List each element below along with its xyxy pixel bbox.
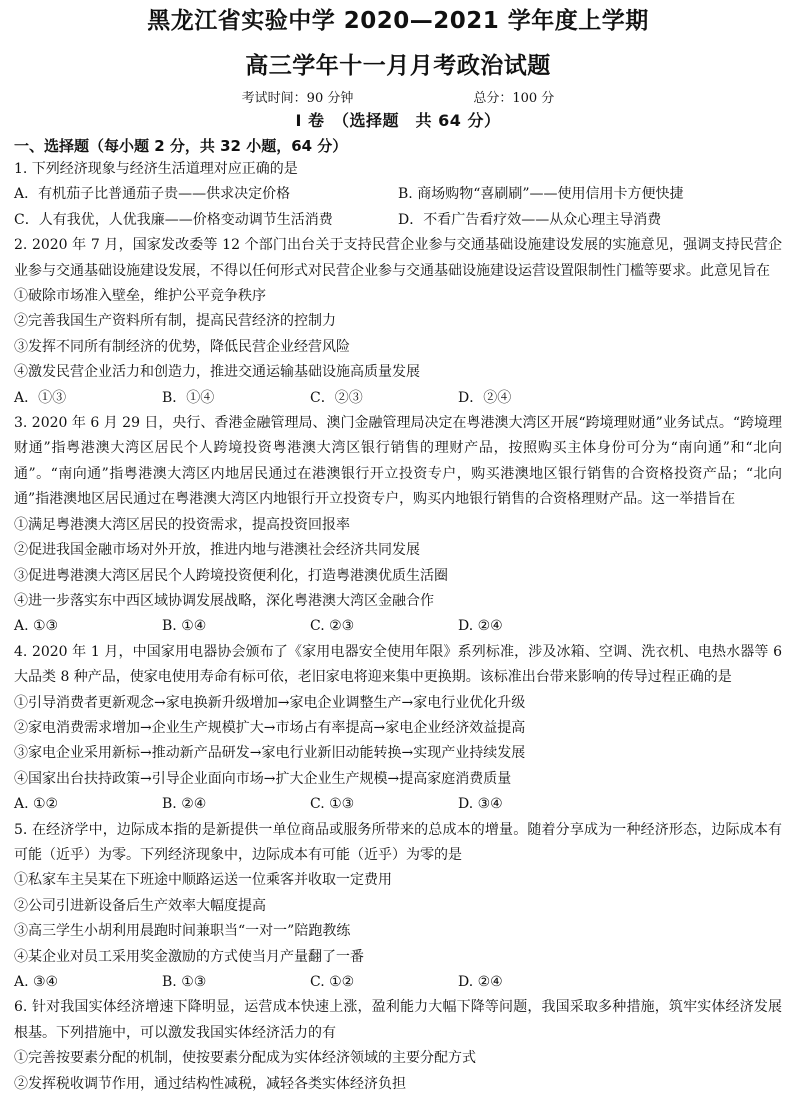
question-4: [14, 640, 782, 818]
statement-item: ③高三学生小胡利用晨跑时间兼职当“一对一”陪跑教练: [14, 923, 351, 940]
question-5: [14, 818, 782, 996]
option-d: D．②④: [458, 389, 512, 406]
section-heading: 一、选择题（每小题 2 分，共 32 小题，64 分）: [14, 137, 348, 155]
volume-title: I 卷 （选择题 共 64 分）: [295, 111, 501, 130]
statement-item: ②促进我国金融市场对外开放，推进内地与港澳社会经济共同发展: [14, 542, 420, 559]
statement-item: ③家电企业采用新标→推动新产品研发→家电行业新旧动能转换→实现产业持续发展: [14, 745, 526, 762]
statement-item: ④激发民营企业活力和创造力，推进交通运输基础设施高质量发展: [14, 364, 420, 381]
exam-title-line1: 黑龙江省实验中学 2020—2021 学年度上学期: [147, 8, 649, 34]
option-a: A. ③④: [14, 974, 59, 990]
question-stem: 2. 2020 年 7 月，国家发改委等 12 个部门出台关于支持民营企业参与交通基础设施建设发展的实施意见，强调支持民营企业参与交通基础设施建设发展，不得以任何形式对民营企业参与交通基础设施建设运营设置限制性门槛等要求。此意见旨在: [14, 237, 782, 279]
option-d: D. ②④: [458, 618, 503, 635]
exam-title-line2: 高三学年十一月月考政治试题: [245, 53, 551, 79]
question-3: [14, 411, 782, 640]
statement-item: ①满足粤港澳大湾区居民的投资需求，提高投资回报率: [14, 516, 350, 533]
statement-item: ①完善按要素分配的机制，使按要素分配成为实体经济领域的主要分配方式: [14, 1050, 476, 1067]
option-row: [14, 614, 782, 639]
statement-item: ③促进粤港澳大湾区居民个人跨境投资便利化，打造粤港澳优质生活圈: [14, 567, 448, 584]
option-c: C. ②③: [310, 618, 355, 635]
statement-item: ①私家车主吴某在下班途中顺路运送一位乘客并收取一定费用: [14, 872, 392, 889]
statement-item: ④某企业对员工采用奖金激励的方式使当月产量翻了一番: [14, 948, 364, 965]
statement-item: ②发挥税收调节作用，通过结构性减税，减轻各类实体经济负担: [14, 1075, 406, 1092]
question-1: [14, 157, 782, 233]
option-d: D. ②④: [458, 974, 503, 990]
statement-item: ②完善我国生产资料所有制，提高民营经济的控制力: [14, 313, 336, 330]
option-a: A. ①③: [14, 618, 59, 635]
total-score: 总分：100 分: [473, 91, 555, 106]
question-stem: 6. 针对我国实体经济增速下降明显，运营成本快速上涨，盈利能力大幅下降等问题，我国采取多种措施，筑牢实体经济发展根基。下列措施中，可以激发我国实体经济活力的有: [14, 999, 782, 1041]
statement-item: ②家电消费需求增加→企业生产规模扩大→市场占有率提高→家电企业经济效益提高: [14, 719, 526, 736]
statement-item: ②公司引进新设备后生产效率大幅度提高: [14, 897, 266, 914]
question-stem: 1. 下列经济现象与经济生活道理对应正确的是: [14, 161, 298, 177]
option-c: C．人有我优，人优我廉——价格变动调节生活消费: [14, 211, 333, 228]
option-a: A. ①②: [14, 796, 59, 813]
question-stem: 3. 2020 年 6 月 29 日，央行、香港金融管理局、澳门金融管理局决定在粤港澳大湾区开展“跨境理财通”业务试点。“跨境理财通”指粤港澳大湾区居民个人跨境投资粤港澳大湾区银行销售的理财产品，按照购买主体身份可分为“南向通”和“北向通”。“南向通”指粤港澳大湾区内地居民通过在港澳银行开立投资专户，购买港澳地区银行销售的合资格投资产品；“北向通”指港澳地区居民通过在粤港澳大湾区内地银行开立投资专户，购买内地银行销售的合资格理财产品。这一举措旨在: [14, 415, 782, 508]
statement-item: ①破除市场准入壁垒，维护公平竞争秩序: [14, 288, 266, 305]
question-6: [14, 995, 782, 1097]
option-c: C. ①③: [310, 796, 355, 813]
option-b: B. ①③: [162, 974, 207, 990]
option-d: D. ③④: [458, 796, 503, 813]
option-b: B．①④: [162, 389, 215, 406]
statement-item: ④国家出台扶持政策→引导企业面向市场→扩大企业生产规模→提高家庭消费质量: [14, 770, 512, 787]
option-row: [14, 182, 782, 207]
exam-time: 考试时间：90 分钟: [241, 91, 354, 106]
option-row: [14, 386, 782, 411]
question-2: [14, 233, 782, 411]
option-b: B. 商场购物“喜刷刷”——使用信用卡方便快捷: [398, 186, 684, 203]
option-b: B. ①④: [162, 618, 207, 635]
statement-item: ①引导消费者更新观念→家电换新升级增加→家电企业调整生产→家电行业优化升级: [14, 694, 526, 711]
question-stem: 5. 在经济学中，边际成本指的是新提供一单位商品或服务所带来的总成本的增量。随着分享成为一种经济形态，边际成本有可能（近乎）为零。下列经济现象中，边际成本有可能（近乎）为零的是: [14, 821, 782, 863]
statement-item: ④进一步落实东中西区域协调发展战略，深化粤港澳大湾区金融合作: [14, 592, 434, 609]
option-row: [14, 970, 782, 995]
option-c: C. ①②: [310, 974, 355, 990]
option-row: [14, 208, 782, 233]
option-c: C．②③: [310, 389, 363, 406]
option-d: D．不看广告看疗效——从众心理主导消费: [398, 211, 662, 228]
exam-meta: [14, 92, 782, 105]
option-a: A．有机茄子比普通茄子贵——供求决定价格: [14, 186, 291, 203]
question-stem: 4. 2020 年 1 月，中国家用电器协会颁布了《家用电器安全使用年限》系列标准，涉及冰箱、空调、洗衣机、电热水器等 6 大品类 8 种产品，使家电使用寿命有标可依，老旧家电将迎来集中更换期。该标准出台带来影响的传导过程正确的是: [14, 643, 782, 686]
option-b: B. ②④: [162, 796, 207, 813]
option-a: A．①③: [14, 389, 67, 406]
statement-item: ③发挥不同所有制经济的优势，降低民营企业经营风险: [14, 338, 350, 355]
option-row: [14, 792, 782, 817]
